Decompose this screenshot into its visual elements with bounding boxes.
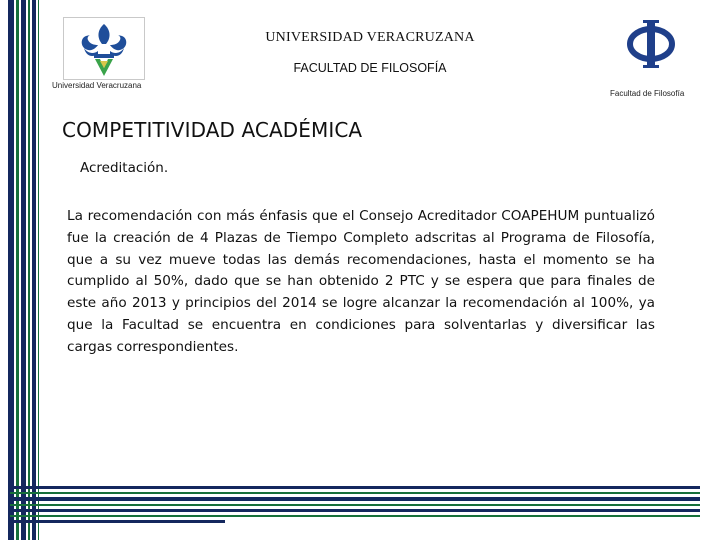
uv-logo-caption: Universidad Veracruzana: [52, 81, 142, 90]
stripe: [8, 0, 14, 540]
faculty-title: FACULTAD DE FILOSOFÍA: [293, 61, 447, 75]
stripe: [16, 0, 19, 540]
stripe: [10, 515, 700, 517]
stripe: [10, 492, 700, 494]
university-title: UNIVERSIDAD VERACRUZANA: [265, 30, 475, 45]
stripe: [10, 504, 700, 506]
faculty-logo-caption: Facultad de Filosofía: [610, 89, 685, 98]
stripe: [10, 497, 700, 501]
stripe: [10, 520, 225, 523]
stripe: [38, 0, 39, 540]
stripe: [32, 0, 36, 540]
left-decorative-stripes: [0, 0, 44, 540]
stripe: [10, 509, 700, 512]
bottom-decorative-stripes: [10, 486, 700, 526]
stripe: [21, 0, 26, 540]
stripe: [10, 486, 700, 489]
subheading: Acreditación.: [80, 160, 169, 176]
body-paragraph: La recomendación con más énfasis que el Consejo Acreditador COAPEHUM puntualizó fue la creación de 4 Plazas de Tiempo Completo adscritas al Programa de Filosofía, que a su vez mueve todas las demás recomendaciones, hasta el momento se ha cumplido al 50%, dado que se han obtenido 2 PTC y se espera que para finales de este año 2013 y principios del 2014 se logre alcanzar la recomendación al 100%, ya que la Facultad se encuentra en condiciones para solventarlas y diversificar las cargas correspondientes.: [67, 208, 655, 355]
stripe: [28, 0, 30, 540]
main-heading: COMPETITIVIDAD ACADÉMICA: [62, 118, 363, 142]
